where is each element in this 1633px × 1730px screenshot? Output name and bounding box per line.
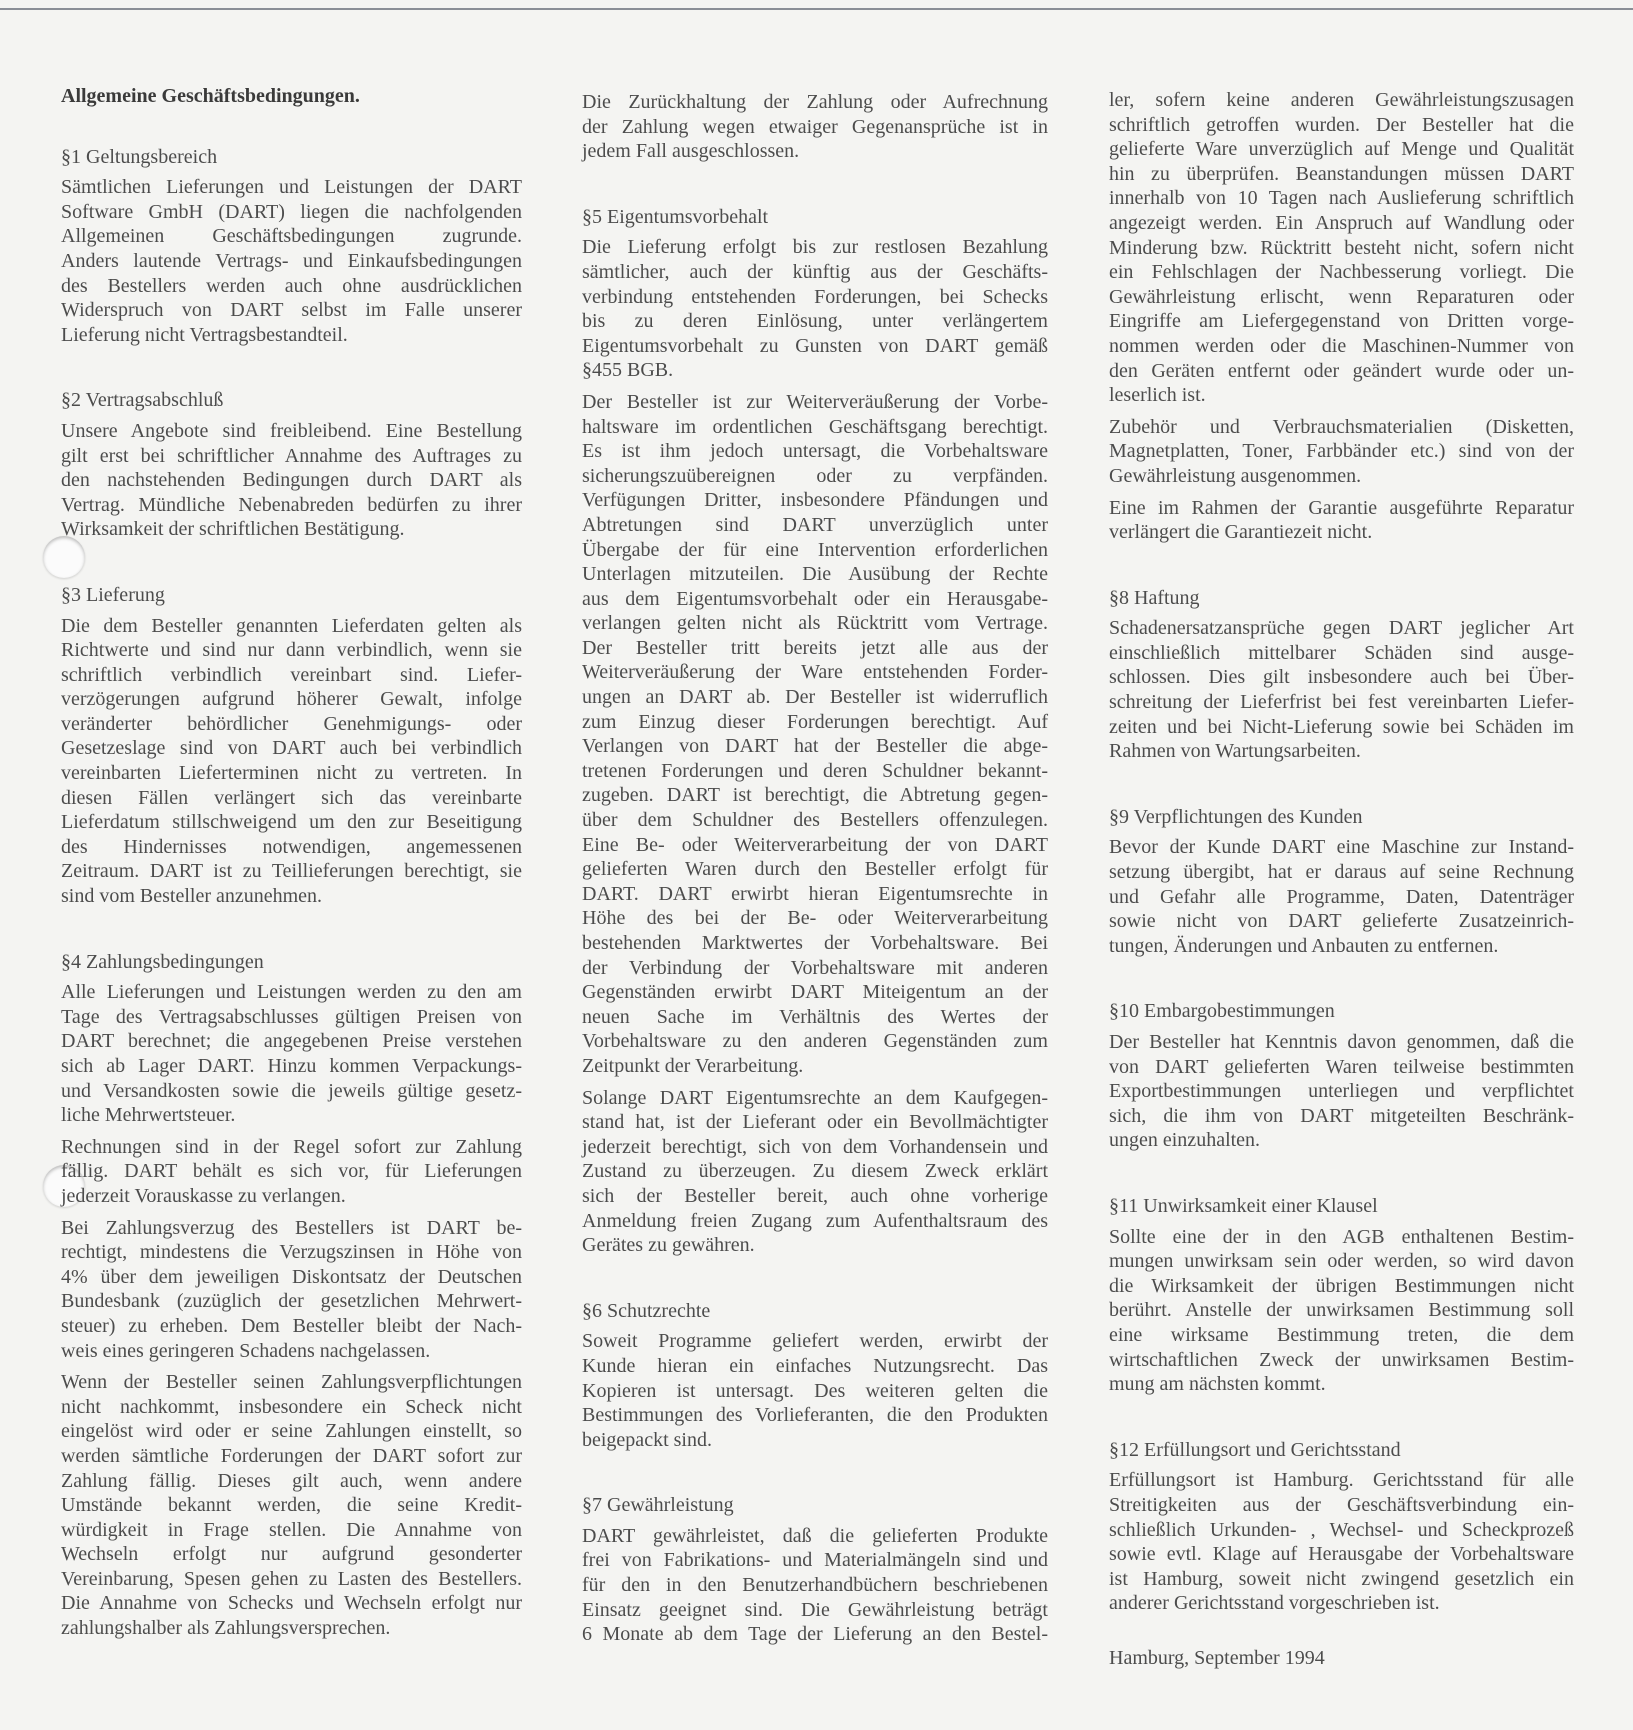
text-line: Vertrag. Mündliche Nebenabreden bedürfen zu ihrer	[61, 493, 522, 516]
text-line: Gewährleistung erlischt, wenn Reparaturen oder	[1109, 285, 1574, 308]
text-line: eingelöst wird oder er seine Zahlungen einstellt, so	[61, 1420, 522, 1443]
text-line: ist Hamburg, soweit nicht zwingend gesetzlich ein	[1109, 1567, 1574, 1590]
paragraph	[61, 980, 522, 1128]
text-line: Eine im Rahmen der Garantie ausgeführte Reparatur	[1109, 496, 1574, 519]
text-line: Streitigkeiten aus der Geschäftsverbindung ein-	[1109, 1493, 1574, 1516]
text-line: nicht nachkommt, insbesondere ein Scheck nicht	[61, 1395, 522, 1418]
text-line: für den in den Benutzerhandbüchern beschriebenen	[582, 1574, 1048, 1597]
text-line: Vereinbarung, Spesen gehen zu Lasten des Bestellers.	[61, 1567, 522, 1590]
paragraph	[1109, 1030, 1574, 1153]
paragraph	[61, 175, 522, 347]
text-line: Zustand zu überzeugen. Zu diesem Zweck erklärt	[582, 1160, 1048, 1183]
text-line: Erfüllungsort ist Hamburg. Gerichtsstand für alle	[1109, 1469, 1574, 1492]
text-line: zugeben. DART ist berechtigt, die Abtretung gegen-	[582, 784, 1048, 807]
text-line: bestehenden Marktwertes der Vorbehaltsware. Bei	[582, 932, 1048, 954]
text-line: §11 Unwirksamkeit einer Klausel	[1109, 1194, 1378, 1217]
section-heading	[1109, 805, 1574, 830]
paragraph	[1109, 415, 1574, 489]
text-line: anderer Gerichtsstand vorgeschrieben ist.	[1109, 1592, 1440, 1615]
text-line: Zeitraum. DART ist zu Teillieferungen berechtigt, sie	[61, 860, 522, 883]
text-line: sich der Besteller bereit, auch ohne vorherige	[582, 1184, 1048, 1207]
text-line: Bestimmungen des Vorlieferanten, die den Produkten	[582, 1404, 1048, 1427]
text-line: Hamburg, September 1994	[1109, 1646, 1325, 1669]
text-line: sind vom Besteller anzunehmen.	[61, 885, 323, 908]
section-heading	[582, 1493, 1048, 1518]
section-heading	[61, 388, 522, 413]
text-line: die Wirksamkeit der übrigen Bestimmungen nicht	[1109, 1274, 1574, 1297]
text-line: sicherungszuübereignen oder zu verpfänden.	[582, 464, 1048, 487]
text-line: neuen Sache im Verhältnis des Wertes der	[582, 1005, 1048, 1028]
text-line: 4% über dem jeweiligen Diskontsatz der Deutschen	[61, 1265, 522, 1288]
text-line: verlangen gelten nicht als Rücktritt vom Vertrage.	[582, 612, 1048, 635]
text-line: fällig. DART behält es sich vor, für Lieferungen	[61, 1160, 522, 1183]
text-line: Kopieren ist untersagt. Des weiteren gelten die	[582, 1379, 1048, 1402]
text-line: sich, die ihm von DART mitgeteilten Beschränk-	[1109, 1104, 1574, 1127]
text-line: Der Besteller tritt bereits jetzt alle aus der	[582, 636, 1048, 659]
text-line: Lieferung nicht Vertragsbestandteil.	[61, 323, 348, 346]
paragraph	[1109, 835, 1574, 958]
text-line: ungen einzuhalten.	[1109, 1129, 1261, 1152]
text-line: Verfügungen Dritter, insbesondere Pfändungen und	[582, 489, 1048, 512]
paragraph	[582, 235, 1048, 383]
paragraph	[61, 1135, 522, 1209]
text-line: Gerätes zu gewähren.	[582, 1234, 755, 1257]
text-line: und Versandkosten sowie die jeweils gültige gesetz-	[61, 1079, 522, 1102]
text-line: sowie evtl. Klage auf Herausgabe der Vorbehaltsware	[1109, 1543, 1574, 1566]
text-line: Umstände bekannt werden, die seine Kredit-	[61, 1494, 522, 1517]
text-line: Alle Lieferungen und Leistungen werden zu den am	[61, 981, 522, 1004]
text-line: Gesetzeslage sind von DART auch bei verbindlich	[61, 737, 522, 760]
section-heading	[1109, 1438, 1574, 1463]
text-line: Lieferdatum stillschweigend um den zur Beseitigung	[61, 811, 522, 834]
text-line: frei von Fabrikations- und Materialmängeln sind und	[582, 1549, 1048, 1572]
text-line: diesen Fällen verlängert sich das vereinbarte	[61, 786, 522, 809]
text-line: setzung übergibt, hat er daraus auf seine Rechnung	[1109, 861, 1574, 884]
text-line: eine wirksame Bestimmung treten, die dem	[1109, 1323, 1574, 1346]
paragraph	[582, 1086, 1048, 1258]
text-line: DART berechnet; die angegebenen Preise verstehen	[61, 1030, 522, 1053]
paragraph	[582, 1524, 1048, 1647]
text-line: mung am nächsten kommt.	[1109, 1373, 1326, 1396]
text-line: verzögerungen aufgrund höherer Gewalt, infolge	[61, 688, 522, 711]
section-heading	[582, 1299, 1048, 1324]
text-line: liche Mehrwertsteuer.	[61, 1104, 236, 1127]
text-line: stand hat, ist der Lieferant oder ein Bevollmächtigter	[582, 1111, 1048, 1134]
section-heading	[61, 583, 522, 608]
paragraph	[582, 90, 1048, 164]
text-line: Übergabe der für eine Intervention erforderlichen	[582, 538, 1048, 561]
text-line: werden sämtliche Forderungen der DART sofort zur	[61, 1444, 522, 1467]
text-line: schriftlich getroffen wurden. Der Besteller hat die	[1109, 113, 1574, 136]
text-line: Minderung bzw. Rücktritt besteht nicht, sofern nicht	[1109, 236, 1574, 259]
text-line: Magnetplatten, Toner, Farbbänder etc.) sind von der	[1109, 440, 1574, 463]
section-heading	[582, 205, 1048, 230]
text-line: tungen, Änderungen und Anbauten zu entfernen.	[1109, 934, 1499, 957]
text-line: steuer) zu erheben. Dem Besteller bleibt der Nach-	[61, 1314, 522, 1337]
text-line: §2 Vertragsabschluß	[61, 389, 224, 412]
text-line: 6 Monate ab dem Tage der Lieferung an den Bestel-	[582, 1623, 1048, 1646]
text-line: des Hindernisses notwendigen, angemessenen	[61, 835, 522, 858]
section-heading	[1109, 1194, 1574, 1219]
text-line: bis zu deren Einlösung, unter verlängertem	[582, 310, 1048, 333]
paragraph	[61, 614, 522, 909]
paragraph	[61, 419, 522, 542]
text-line: §10 Embargobestimmungen	[1109, 1000, 1335, 1023]
text-line: Tage des Vertragsabschlusses gültigen Preisen von	[61, 1005, 522, 1028]
text-line: Der Besteller hat Kenntnis davon genommen, daß die	[1109, 1031, 1574, 1053]
text-line: §5 Eigentumsvorbehalt	[582, 205, 769, 228]
text-line: innerhalb von 10 Tagen nach Auslieferung schriftlich	[1109, 187, 1574, 210]
text-line: hin zu überprüfen. Beanstandungen müssen DART	[1109, 162, 1574, 185]
text-line: Eingriffe am Liefergegenstand von Dritten vorge-	[1109, 310, 1574, 333]
text-line: Anders lautende Vertrags- und Einkaufsbedingungen	[61, 249, 522, 272]
text-column	[61, 84, 522, 1641]
text-line: Unsere Angebote sind freibleibend. Eine Bestellung	[61, 419, 522, 442]
text-line: Es ist ihm jedoch untersagt, die Vorbehaltsware	[582, 440, 1048, 463]
text-line: einschließlich mittelbarer Schäden sind ausge-	[1109, 641, 1574, 664]
text-line: zum Einzug dieser Forderungen berechtigt. Auf	[582, 710, 1048, 733]
text-line: schreitung der Lieferfrist bei fest vereinbarten Liefer-	[1109, 691, 1574, 714]
text-line: §9 Verpflichtungen des Kunden	[1109, 805, 1363, 828]
text-line: jedem Fall ausgeschlossen.	[582, 140, 800, 163]
text-line: §4 Zahlungsbedingungen	[61, 950, 264, 973]
text-line: verbindung entstehenden Forderungen, bei Schecks	[582, 285, 1048, 308]
text-line: des Bestellers werden auch ohne ausdrücklichen	[61, 274, 522, 297]
text-line: gilt erst bei schriftlicher Annahme des Auftrages zu	[61, 444, 522, 467]
text-line: zahlungshalber als Zahlungsversprechen.	[61, 1617, 391, 1640]
text-line: rechtigt, mindestens die Verzugszinsen in Höhe von	[61, 1241, 522, 1264]
text-line: mungen unwirksam sein oder werden, so wird davon	[1109, 1250, 1574, 1273]
text-line: Die dem Besteller genannten Lieferdaten gelten als	[61, 614, 522, 637]
text-line: Sämtlichen Lieferungen und Leistungen der DART	[61, 176, 522, 199]
text-line: Unterlagen mitzuteilen. Die Ausübung der Rechte	[582, 563, 1048, 586]
text-line: Bevor der Kunde DART eine Maschine zur Instand-	[1109, 836, 1574, 859]
text-line: Verlangen von DART hat der Besteller die abge-	[582, 735, 1048, 758]
paragraph	[1109, 1225, 1574, 1397]
text-line: Sollte eine der in den AGB enthaltenen Bestim-	[1109, 1225, 1574, 1248]
text-line: über dem Schuldner des Bestellers offenzulegen.	[582, 809, 1048, 832]
text-line: Exportbestimmungen unterliegen und verpflichtet	[1109, 1080, 1574, 1103]
text-line: Allgemeine Geschäftsbedingungen.	[61, 85, 360, 107]
text-line: Richtwerte und sind nur dann verbindlich, wenn sie	[61, 639, 522, 662]
section-heading	[61, 950, 522, 975]
text-line: Höhe des bei der Be- oder Weiterverarbeitung	[582, 907, 1048, 930]
text-line: aus dem Eigentumsvorbehalt oder ein Herausgabe-	[582, 587, 1048, 610]
text-line: der Zahlung wegen etwaiger Gegenansprüche ist in	[582, 115, 1048, 138]
text-line: Anmeldung freien Zugang zum Aufenthaltsraum des	[582, 1209, 1048, 1232]
text-line: weis eines geringeren Schadens nachgelassen.	[61, 1339, 431, 1362]
paragraph	[1109, 88, 1574, 408]
section-heading	[1109, 586, 1574, 611]
text-line: §1 Geltungsbereich	[61, 145, 218, 168]
text-line: gelieferten Waren durch den Besteller erfolgt für	[582, 858, 1048, 881]
scan-edge-line	[0, 8, 1633, 10]
text-line: den Geräten entfernt oder geändert wurde oder un-	[1109, 359, 1574, 382]
text-line: §6 Schutzrechte	[582, 1299, 711, 1322]
text-line: würdigkeit in Frage stellen. Die Annahme von	[61, 1518, 522, 1541]
text-line: Zeitpunkt der Verarbeitung.	[582, 1054, 804, 1077]
text-line: DART. DART erwirbt hieran Eigentumsrechte in	[582, 882, 1048, 905]
paragraph	[582, 390, 1048, 1079]
text-line: schließlich Urkunden- , Wechsel- und Scheckprozeß	[1109, 1518, 1574, 1541]
text-line: Solange DART Eigentumsrechte an dem Kaufgegen-	[582, 1086, 1048, 1109]
text-line: §3 Lieferung	[61, 583, 165, 606]
text-line: Einsatz geeignet sind. Die Gewährleistung beträgt	[582, 1598, 1048, 1621]
text-line: Die Annahme von Schecks und Wechseln erfolgt nur	[61, 1592, 522, 1615]
text-line: von DART gelieferten Waren teilweise bestimmten	[1109, 1055, 1574, 1078]
text-line: sich ab Lager DART. Hinzu kommen Verpackungs-	[61, 1055, 522, 1077]
text-line: ein Fehlschlagen der Nachbesserung vorliegt. Die	[1109, 261, 1574, 284]
text-line: Abtretungen sind DART unverzüglich unter	[582, 513, 1048, 536]
text-line: haltsware im ordentlichen Geschäftsgang berechtigt.	[582, 415, 1048, 438]
text-line: Weiterveräußerung der Ware entstehenden Forder-	[582, 661, 1048, 684]
text-line: gelieferte Ware unverzüglich auf Menge und Qualität	[1109, 138, 1574, 161]
text-line: nommen werden oder die Maschinen-Nummer von	[1109, 334, 1574, 357]
text-line: schriftlich verbindlich vereinbart sind. Liefer-	[61, 663, 522, 686]
text-line: angezeigt werden. Ein Anspruch auf Wandlung oder	[1109, 211, 1574, 234]
text-line: vereinbarten Lieferterminen nicht zu vertreten. In	[61, 762, 522, 785]
text-line: berührt. Anstelle der unwirksamen Bestimmung soll	[1109, 1299, 1574, 1322]
text-line: veränderter behördlicher Genehmigungs- oder	[61, 712, 522, 735]
section-heading	[1109, 999, 1574, 1024]
text-line: Eine Be- oder Weiterverarbeitung der von DART	[582, 833, 1048, 856]
place-date-line	[1109, 1646, 1574, 1671]
text-line: Die Lieferung erfolgt bis zur restlosen Bezahlung	[582, 236, 1048, 259]
text-line: sowie nicht von DART gelieferte Zusatzeinrich-	[1109, 910, 1574, 933]
text-line: §455 BGB.	[582, 359, 674, 382]
paragraph	[61, 1370, 522, 1641]
text-line: Eigentumsvorbehalt zu Gunsten von DART gemäß	[582, 334, 1048, 357]
text-line: der Verbindung der Vorbehaltsware mit anderen	[582, 956, 1048, 979]
text-line: schlossen. Dies gilt insbesondere auch bei Über-	[1109, 666, 1574, 689]
section-heading	[61, 145, 522, 170]
text-line: verlängert die Garantiezeit nicht.	[1109, 521, 1373, 544]
paragraph	[1109, 496, 1574, 545]
text-line: ler, sofern keine anderen Gewährleistungszusagen	[1109, 89, 1574, 111]
text-line: Der Besteller ist zur Weiterveräußerung der Vorbe-	[582, 390, 1048, 413]
text-line: §7 Gewährleistung	[582, 1494, 734, 1517]
text-line: leserlich ist.	[1109, 384, 1206, 407]
text-line: §12 Erfüllungsort und Gerichtsstand	[1109, 1438, 1401, 1461]
text-line: Allgemeinen Geschäftsbedingungen zugrunde.	[61, 225, 522, 248]
text-line: beigepackt sind.	[582, 1428, 712, 1451]
text-line: Wechseln erfolgt nur aufgrund gesonderter	[61, 1543, 522, 1566]
text-line: Die Zurückhaltung der Zahlung oder Aufrechnung	[582, 91, 1048, 113]
text-line: Vorbehaltsware zu den anderen Gegenständen zum	[582, 1030, 1048, 1053]
text-line: Wenn der Besteller seinen Zahlungsverpflichtungen	[61, 1371, 522, 1394]
text-line: Zubehör und Verbrauchsmaterialien (Disketten,	[1109, 415, 1574, 438]
text-line: DART gewährleistet, daß die gelieferten Produkte	[582, 1524, 1048, 1547]
paragraph	[1109, 616, 1574, 764]
text-line: den nachstehenden Bedingungen durch DART als	[61, 469, 522, 492]
text-line: sämtlicher, auch der künftig aus der Geschäfts-	[582, 260, 1048, 283]
text-line: Wirksamkeit der schriftlichen Bestätigung.	[61, 518, 405, 541]
paragraph	[1109, 1468, 1574, 1616]
text-line: Bei Zahlungsverzug des Bestellers ist DART be-	[61, 1216, 522, 1239]
text-line: Software GmbH (DART) liegen die nachfolgenden	[61, 200, 522, 223]
text-line: Schadenersatzansprüche gegen DART jeglicher Art	[1109, 617, 1574, 640]
text-line: zeiten und bei Nicht-Lieferung sowie bei Schäden im	[1109, 715, 1574, 738]
text-line: wirtschaftlichen Zweck der unwirksamen Bestim-	[1109, 1348, 1574, 1371]
text-line: Gegenständen erwirbt DART Miteigentum an der	[582, 981, 1048, 1004]
text-line: Widerspruch von DART selbst im Falle unserer	[61, 299, 522, 322]
text-line: Rahmen von Wartungsarbeiten.	[1109, 740, 1361, 763]
text-line: tretenen Forderungen und deren Schuldner bekannt-	[582, 759, 1048, 782]
text-line: jederzeit Vorauskasse zu verlangen.	[61, 1184, 346, 1207]
text-line: und Gefahr alle Programme, Daten, Datenträger	[1109, 885, 1574, 908]
text-line: Soweit Programme geliefert werden, erwirbt der	[582, 1330, 1048, 1353]
text-column	[582, 83, 1048, 1647]
text-line: §8 Haftung	[1109, 586, 1200, 609]
text-line: ungen an DART ab. Der Besteller ist widerruflich	[582, 686, 1048, 709]
text-line: Kunde hieran ein einfaches Nutzungsrecht. Das	[582, 1354, 1048, 1377]
text-line: jederzeit berechtigt, sich von dem Vorhandensein und	[582, 1135, 1048, 1158]
paragraph	[582, 1329, 1048, 1452]
text-line: Rechnungen sind in der Regel sofort zur Zahlung	[61, 1135, 522, 1158]
text-column	[1109, 81, 1574, 1670]
text-line: Bundesbank (zuzüglich der gesetzlichen Mehrwert-	[61, 1290, 522, 1313]
text-line: Zahlung fällig. Dieses gilt auch, wenn andere	[61, 1469, 522, 1492]
document-title	[61, 84, 522, 109]
paragraph	[61, 1216, 522, 1364]
text-line: Gewährleistung ausgenommen.	[1109, 464, 1362, 487]
